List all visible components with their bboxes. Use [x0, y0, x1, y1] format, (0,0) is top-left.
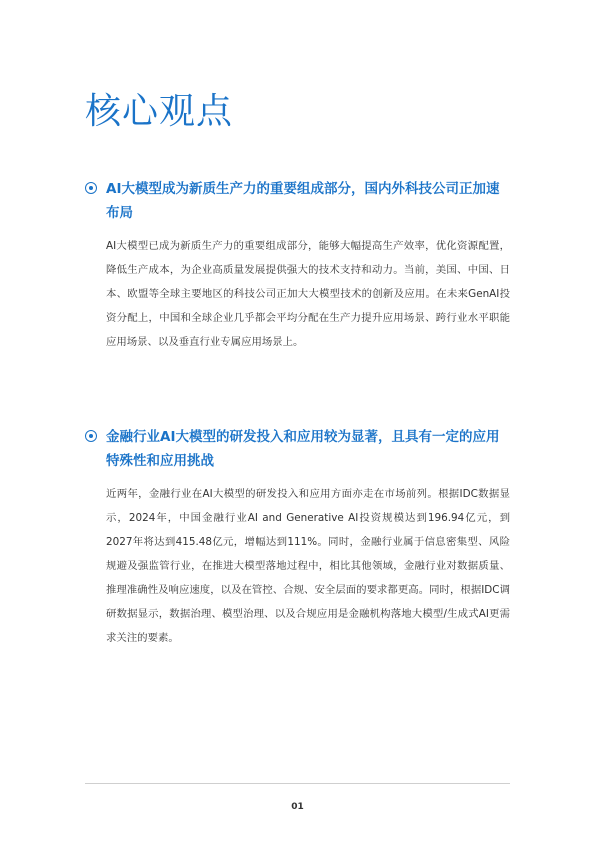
- radio-bullet-icon: [85, 182, 97, 194]
- footer-divider: [85, 783, 510, 784]
- section-heading-row: [85, 177, 510, 225]
- section-heading-row: [85, 425, 510, 473]
- page-title: 核心观点: [85, 91, 234, 132]
- section-heading: AI大模型成为新质生产力的重要组成部分，国内外科技公司正加速布局: [106, 181, 500, 221]
- key-point-section-2: [85, 425, 510, 650]
- section-body: 近两年，金融行业在AI大模型的研发投入和应用方面亦走在市场前列。根据IDC数据显示，2024年，中国金融行业AI and Generative AI投资规模达到196.94亿元，到2027年将达到415.48亿元，增幅达到111%。同时，金融行业属于信息密集型、风险规避及强监管行业，在推进大模型落地过程中，相比其他领域，金融行业对数据质量、推理准确性及响应速度，以及在管控、合规、安全层面的要求都更高。同时，根据IDC调研数据显示，数据治理、模型治理、以及合规应用是金融机构落地大模型/生成式AI更需求关注的要素。: [106, 488, 510, 644]
- section-heading: 金融行业AI大模型的研发投入和应用较为显著，且具有一定的应用特殊性和应用挑战: [106, 429, 500, 469]
- radio-bullet-icon: [85, 430, 97, 442]
- page-number: 01: [291, 802, 304, 812]
- section-body: AI大模型已成为新质生产力的重要组成部分，能够大幅提高生产效率，优化资源配置，降低生产成本，为企业高质量发展提供强大的技术支持和动力。当前，美国、中国、日本、欧盟等全球主要地区的科技公司正加大大模型技术的创新及应用。在未来GenAI投资分配上，中国和全球企业几乎都会平均分配在生产力提升应用场景、跨行业水平职能应用场景、以及垂直行业专属应用场景上。: [106, 240, 510, 348]
- key-point-section-1: [85, 177, 510, 354]
